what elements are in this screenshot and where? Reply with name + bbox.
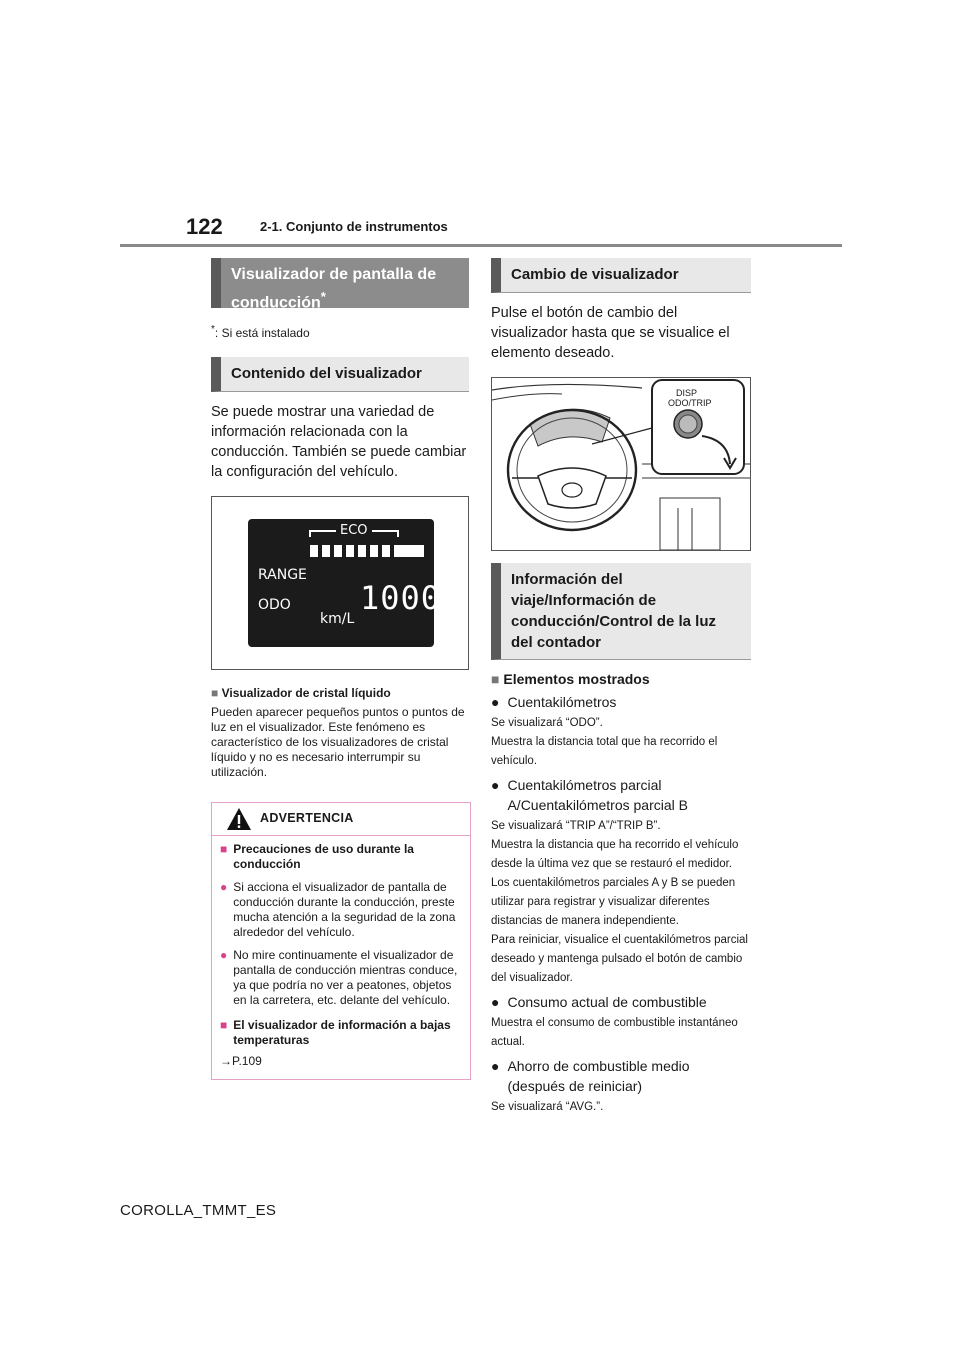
odo-item (491, 692, 751, 712)
trip-text1: Se visualizará “TRIP A”/“TRIP B”. (491, 820, 661, 832)
circle-bullet-icon: ● (220, 880, 228, 894)
main-section-sup: * (320, 289, 326, 304)
document-code: COROLLA_TMMT_ES (120, 1202, 277, 1219)
odo-text2: Muestra la distancia total que ha recorrido el vehículo. (491, 736, 718, 767)
footnote-mark: * (211, 324, 215, 335)
warning-bullet-text: No mire continuamente el visualizador de pantalla de conducción mientras conduce, ya que podría no ver a peatones, objetos en la carretera, etc. delante del vehículo. (233, 948, 458, 1007)
fuel-text1: Muestra el consumo de combustible instantáneo actual. (491, 1017, 738, 1048)
circle-bullet-icon: ● (220, 948, 228, 962)
header-divider (120, 244, 842, 247)
circle-bullet-icon: ● (491, 994, 500, 1010)
steering-figure (491, 377, 751, 551)
odo-label: ODO (258, 597, 291, 613)
square-bullet-icon: ■ (220, 1018, 228, 1032)
section1-heading (491, 258, 751, 293)
avg-text1: Se visualizará “AVG.”. (491, 1101, 604, 1113)
odo-trip-button-label: ODO/TRIP (668, 398, 712, 408)
footnote (211, 322, 469, 341)
items-title: Elementos mostrados (503, 671, 650, 687)
warning-header (212, 803, 470, 836)
lcd-display (248, 519, 442, 647)
avg-title: Ahorro de combustible medio (después de reiniciar) (507, 1058, 690, 1094)
warning-box (211, 802, 471, 1080)
square-bullet-icon: ■ (220, 842, 228, 856)
section2-heading (491, 563, 751, 660)
main-section-heading (211, 258, 469, 312)
avg-item (491, 1056, 751, 1096)
warning-item1-title: Precauciones de uso durante la conducción (233, 842, 414, 871)
circle-bullet-icon: ● (491, 1058, 500, 1074)
warning-item2-heading (220, 1018, 462, 1048)
warning-item2-title: El visualizador de información a bajas temperaturas (233, 1018, 451, 1047)
section1-paragraph: Pulse el botón de cambio del visualizador hasta que se visualice el elemento deseado. (491, 305, 730, 361)
intro-paragraph: Se puede mostrar una variedad de información relacionada con la conducción. También se puede cambiar la configuración del vehículo. (211, 404, 467, 480)
lcd-note-text: Pueden aparecer pequeños puntos o puntos de luz en el visualizador. Este fenómeno es característico de los visualizadores de cristal líquido y no es necesario interrumpir su utilización. (211, 705, 465, 779)
section1-title: Cambio de visualizador (511, 266, 679, 283)
left-column (211, 258, 469, 1080)
warning-bullet (220, 880, 462, 940)
items-heading: ■ Elementos mostrados (491, 671, 650, 687)
odo-text1: Se visualizará “ODO”. (491, 717, 603, 729)
warning-title: ADVERTENCIA (260, 811, 354, 825)
circle-bullet-icon: ● (491, 777, 500, 793)
warning-body (212, 836, 470, 1079)
page-number: 122 (186, 214, 223, 239)
warning-bullet-text: Si acciona el visualizador de pantalla de conducción durante la conducción, preste mucha atención a la seguridad de la zona alrededor del vehículo. (233, 880, 456, 939)
warning-page-ref: →P.109 (220, 1054, 262, 1068)
footnote-text: : Si está instalado (214, 326, 310, 340)
unit-label: km/L (320, 611, 355, 627)
warning-item1-heading (220, 842, 462, 872)
display-figure (211, 496, 469, 670)
odo-value: 1000 (360, 579, 442, 617)
right-column (491, 258, 751, 1117)
lcd-note-title: Visualizador de cristal líquido (221, 686, 391, 700)
sub-section-title: Contenido del visualizador (231, 365, 422, 382)
odo-title: Cuentakilómetros (507, 694, 617, 710)
warning-triangle-icon (226, 807, 252, 831)
main-section-title: Visualizador de pantalla de conducción (231, 266, 437, 312)
trip-text3: Para reiniciar, visualice el cuentakilómetros parcial deseado y mantenga pulsado el botón de cambio del visualizador. (491, 934, 748, 984)
circle-bullet-icon: ● (491, 694, 500, 710)
trip-item (491, 775, 751, 815)
trip-title: Cuentakilómetros parcial A/Cuentakilómetros parcial B (507, 777, 688, 813)
fuel-title: Consumo actual de combustible (507, 994, 707, 1010)
section2-title: Información del viaje/Información de conducción/Control de la luz del contador (511, 571, 717, 651)
chapter-title: 2-1. Conjunto de instrumentos (260, 219, 448, 234)
disp-button-label: DISP (676, 388, 698, 398)
warning-bullet (220, 948, 462, 1008)
trip-text2: Muestra la distancia que ha recorrido el vehículo desde la última vez que se restauró el medidor. Los cuentakilómetros parciales A y B se pueden utilizar para registrar y visualizar diferentes distancias de manera independiente. (491, 839, 739, 927)
range-label: RANGE (258, 567, 307, 583)
lcd-note-heading: ■ Visualizador de cristal líquido (211, 686, 391, 700)
eco-label: ECO (340, 523, 368, 538)
fuel-item (491, 992, 751, 1012)
sub-section-heading (211, 357, 469, 392)
